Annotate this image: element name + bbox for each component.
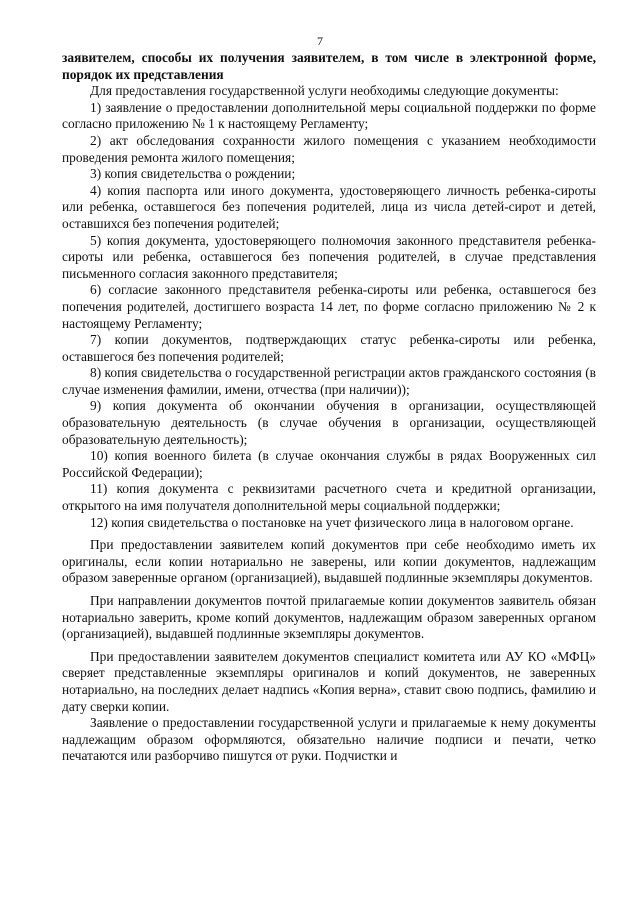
document-body <box>62 50 596 765</box>
list-item: 7) копии документов, подтверждающих статус ребенка-сироты или ребенка, оставшегося без попечения родителей; <box>62 332 596 364</box>
list-item: 12) копия свидетельства о постановке на учет физического лица в налоговом органе. <box>90 514 574 530</box>
intro-paragraph: Для предоставления государственной услуги необходимы следующие документы: <box>90 83 559 99</box>
list-item: 5) копия документа, удостоверяющего полномочия законного представителя ребенка-сироты или ребенка, оставшегося без попечения родителей, в случае представления письменного согласия законного представителя; <box>62 232 596 281</box>
list-item: 8) копия свидетельства о государственной регистрации актов гражданского состояния (в случае изменения фамилии, имени, отчества (при наличии)); <box>62 365 596 397</box>
body-paragraph: При предоставлении заявителем копий документов при себе необходимо иметь их оригиналы, если копии нотариально не заверены, или копии документов, надлежащим образом заверенные органом (организацией), выдавшей подлинные экземпляры документов. <box>62 537 596 586</box>
page-number: 7 <box>317 34 323 48</box>
list-item: 10) копия военного билета (в случае окончания службы в рядах Вооруженных сил Российской Федерации); <box>62 448 596 480</box>
list-item: 11) копия документа с реквизитами расчетного счета и кредитной организации, открытого на имя получателя дополнительной меры социальной поддержки; <box>62 481 596 514</box>
list-item: 3) копия свидетельства о рождении; <box>90 166 296 182</box>
body-paragraph: При предоставлении заявителем документов специалист комитета или АУ КО «МФЦ» сверяет представленные экземпляры оригиналов и копий документов, не заверенных нотариально, на последних делает надпись «Копия верна», ставит свою подпись, фамилию и дату сверки копии. <box>62 648 596 714</box>
section-heading: заявителем, способы их получения заявителем, в том числе в электронной форме, порядок их представления <box>62 50 596 82</box>
body-paragraph: При направлении документов почтой прилагаемые копии документов заявитель обязан нотариально заверить, кроме копий документов, надлежащим образом заверенных органом (организацией), выдавшей подлинные экземпляры документов. <box>62 593 596 642</box>
list-item: 4) копия паспорта или иного документа, удостоверяющего личность ребенка-сироты или ребенка, оставшегося без попечения родителей, лица из числа детей-сирот и детей, оставшихся без попечения родителей; <box>62 182 596 231</box>
list-item: 1) заявление о предоставлении дополнительной меры социальной поддержки по форме согласно приложению № 1 к настоящему Регламенту; <box>62 99 596 132</box>
list-item: 9) копия документа об окончании обучения в организации, осуществляющей образовательную деятельность (в случае обучения в организации, осуществляющей образовательную деятельность); <box>62 398 596 447</box>
list-item: 6) согласие законного представителя ребенка-сироты или ребенка, оставшегося без попечения родителей, достигшего возраста 14 лет, по форме согласно приложению № 2 к настоящему Регламенту; <box>62 282 596 331</box>
list-item: 2) акт обследования сохранности жилого помещения с указанием необходимости проведения ремонта жилого помещения; <box>62 132 596 165</box>
body-paragraph: Заявление о предоставлении государственной услуги и прилагаемые к нему документы надлежащим образом оформляются, обязательно наличие подписи и печати, четко печатаются или разборчиво пишутся от руки. Подчистки и <box>62 715 596 764</box>
